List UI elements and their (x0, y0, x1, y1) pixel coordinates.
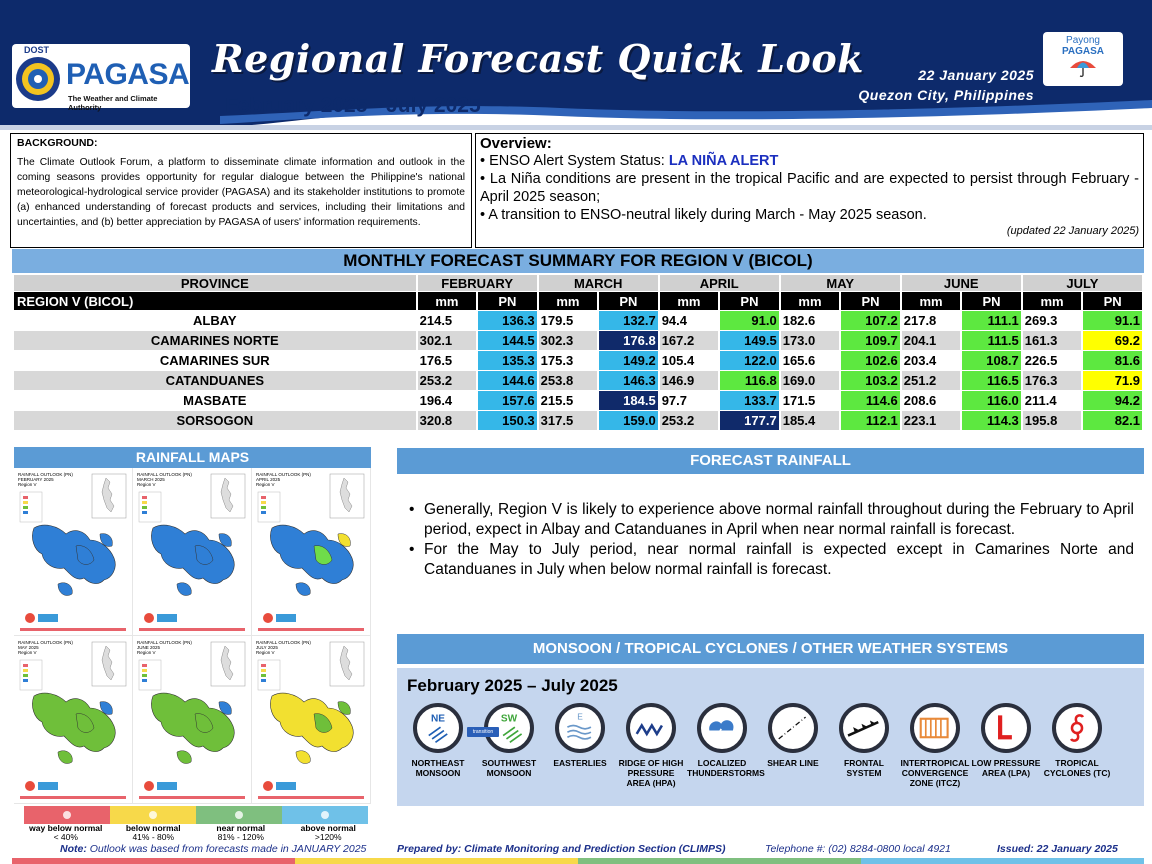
pagasa-wordmark: PAGASA (66, 58, 190, 91)
pagasa-tagline: The Weather and Climate Authority (68, 94, 158, 112)
weather-system (687, 703, 765, 778)
rainfall-pn: 108.7 (962, 351, 1021, 370)
map-caption (137, 472, 192, 487)
legend-label (197, 824, 285, 842)
summary-title: MONTHLY FORECAST SUMMARY FOR REGION V (BICOL) (12, 249, 1144, 273)
legend-swatch (110, 806, 196, 824)
payong-pagasa-label: PAGASA (1061, 46, 1105, 57)
mm-header: mm (1023, 292, 1082, 310)
rainfall-pn: 91.0 (720, 311, 779, 330)
legend-label (110, 824, 198, 842)
rainfall-mm: 226.5 (1024, 353, 1058, 368)
weather-system (1042, 703, 1112, 778)
weather-system (474, 703, 544, 778)
weather-system (971, 703, 1041, 778)
region-label: REGION V (BICOL) (14, 292, 416, 310)
rainfall-maps-grid (14, 468, 371, 804)
legend-category: near normal (216, 823, 266, 833)
weather-symbol-icon (282, 806, 368, 824)
legend-swatch (282, 806, 368, 824)
map-graphic (133, 468, 252, 636)
weather-systems-period: February 2025 – July 2025 (407, 676, 618, 695)
map-caption (256, 640, 311, 655)
rainfall-mm: 195.8 (1023, 411, 1082, 430)
map-graphic (14, 636, 133, 804)
rainfall-mm: 253.2 (418, 371, 477, 390)
rainfall-pn: 133.7 (720, 391, 779, 410)
enso-status-line (480, 152, 1139, 170)
payong-pagasa-logo (1043, 32, 1123, 86)
rainfall-pn: 94.2 (1083, 391, 1142, 410)
rainfall-mm: 253.2 (660, 411, 719, 430)
overview-line-3: • A transition to ENSO-neutral likely during March - May 2025 season. (480, 207, 927, 223)
map-caption (137, 640, 192, 655)
weather-system-label: EASTERLIES (553, 758, 607, 768)
tropical-cyclone-icon (1056, 707, 1098, 749)
issue-place: Quezon City, Philippines (858, 87, 1034, 103)
province-name: CAMARINES NORTE (14, 331, 416, 350)
rainfall-mm: 196.4 (419, 393, 453, 408)
rainfall-mm: 176.5 (419, 353, 453, 368)
forecast-rainfall-title: FORECAST RAINFALL (397, 448, 1144, 474)
rainfall-pn: 116.0 (962, 391, 1021, 410)
weather-symbol-icon (196, 806, 282, 824)
rainfall-mm: 185.4 (781, 411, 840, 430)
rainfall-pn: 116.5 (962, 371, 1021, 390)
rainfall-maps-title: RAINFALL MAPS (14, 447, 371, 468)
rainfall-mm: 251.2 (902, 371, 961, 390)
footer-prepared-by: Prepared by: Climate Monitoring and Prediction Section (CLIMPS) (397, 843, 726, 855)
weather-system-label: SHEAR LINE (767, 758, 819, 768)
map-caption-month: APRIL 2025 (256, 477, 281, 482)
mm-header: mm (660, 292, 719, 310)
province-name: CATANDUANES (14, 371, 416, 390)
rainfall-mm: 208.6 (903, 393, 937, 408)
rainfall-pn: 132.7 (599, 311, 658, 330)
table-row (14, 391, 1142, 410)
province-header: PROVINCE (14, 275, 416, 291)
rainfall-mm: 179.5 (540, 313, 574, 328)
footer-note (60, 843, 366, 855)
mm-header: mm (902, 292, 961, 310)
rainfall-mm: 215.5 (540, 393, 574, 408)
legend-label (285, 824, 373, 842)
rainfall-pn: 116.8 (720, 371, 779, 390)
rainfall-pn: 103.2 (841, 371, 900, 390)
footer-note-label: Note: (60, 843, 87, 855)
map-caption-region: Region V (137, 482, 156, 487)
province-name: SORSOGON (14, 411, 416, 430)
rainfall-mm: 182.6 (782, 313, 816, 328)
rainfall-pn: 82.1 (1083, 411, 1142, 430)
footer-note-text: Outlook was based from forecasts made in JANUARY 2025 (86, 843, 367, 855)
pn-header: PN (962, 292, 1021, 310)
rainfall-mm: 176.3 (1023, 371, 1082, 390)
dost-label: DOST (24, 45, 50, 55)
rainfall-mm: 204.1 (902, 331, 961, 350)
rainfall-mm: 217.8 (903, 313, 937, 328)
rainfall-pn: 149.2 (599, 351, 658, 370)
weather-symbol-icon (110, 806, 196, 824)
footer-issued: Issued: 22 January 2025 (997, 843, 1118, 855)
rainfall-pn: 114.6 (841, 391, 900, 410)
pn-header: PN (720, 292, 779, 310)
rainfall-mm: 167.2 (660, 331, 719, 350)
ridge-icon (630, 707, 672, 749)
map-caption (18, 472, 73, 487)
legend-category: way below normal (29, 823, 103, 833)
rainfall-pn: 102.6 (841, 351, 900, 370)
rainfall-mm: 223.1 (902, 411, 961, 430)
map-caption-region: Region V (137, 650, 156, 655)
rainfall-map (252, 636, 371, 804)
map-caption-region: Region V (256, 482, 275, 487)
overview-line-2: • La Niña conditions are present in the tropical Pacific and are expected to persist through February - April 2025 season; (480, 171, 1139, 205)
weather-system (616, 703, 686, 788)
province-name: ALBAY (193, 313, 237, 328)
svg-text:NE: NE (430, 713, 446, 725)
forecast-bullet-1: • Generally, Region V is likely to experience above normal rainfall throughout during the February to April period, expect in Albay and Catanduanes in April when near normal rainfall is forecast. (408, 500, 1134, 540)
rainfall-pn: 122.0 (720, 351, 779, 370)
rainfall-legend-labels (22, 824, 372, 842)
rainfall-mm: 173.0 (781, 331, 840, 350)
map-caption (256, 472, 311, 487)
pn-header: PN (478, 292, 537, 310)
rainfall-pn: 114.3 (962, 411, 1021, 430)
rainfall-map (14, 636, 133, 804)
map-caption-title: RAINFALL OUTLOOK (PN) (137, 472, 192, 477)
rainfall-mm: 253.8 (539, 371, 598, 390)
rainfall-pn: 136.3 (478, 311, 537, 330)
rainfall-pn: 150.3 (478, 411, 537, 430)
map-caption (18, 640, 73, 655)
rainfall-pn: 109.7 (841, 331, 900, 350)
month-header: JULY (1023, 275, 1142, 291)
month-header: JUNE (902, 275, 1021, 291)
map-caption-title: RAINFALL OUTLOOK (PN) (256, 640, 311, 645)
weather-system-badge (839, 703, 889, 753)
issue-date: 22 January 2025 (918, 67, 1034, 83)
weather-system-label: SOUTHWEST MONSOON (481, 758, 537, 778)
table-row (14, 311, 1142, 330)
overview-updated: (updated 22 January 2025) (1006, 225, 1139, 237)
rainfall-pn: 71.9 (1083, 371, 1142, 390)
background-title: BACKGROUND: (17, 137, 98, 149)
rainfall-map (133, 468, 252, 636)
payong-label: Payong (1066, 35, 1100, 46)
overview-title: Overview: (480, 135, 552, 152)
rainfall-map (252, 468, 371, 636)
legend-range: < 40% (53, 832, 78, 842)
rainfall-mm: 203.4 (903, 353, 937, 368)
month-header: MAY (781, 275, 900, 291)
legend-swatch (196, 806, 282, 824)
pn-header: PN (841, 292, 900, 310)
frontal-system-icon (843, 707, 885, 749)
svg-text:SW: SW (500, 713, 518, 725)
svg-text:E: E (577, 711, 583, 722)
rainfall-mm: 302.1 (418, 331, 477, 350)
weather-system (758, 703, 828, 768)
background-text: The Climate Outlook Forum, a platform to disseminate climate information and outlook in the coming seasons provides opportunity for regular dialogue between the Philippine's national meteorological-hydrological service provider (PAGASA) and its stakeholder institutions to promote (a) enhanced understanding of forecast products and services, including their limitations and uncertainties, and (b) better appreciation by PAGASA of users' information requirements. (17, 157, 465, 228)
rainfall-map (133, 636, 252, 804)
easterlies-icon (559, 707, 601, 749)
mm-header: mm (781, 292, 840, 310)
weather-system-badge (768, 703, 818, 753)
strip-green (578, 858, 861, 864)
map-caption-month: JUNE 2025 (137, 645, 161, 650)
rainfall-mm: 320.8 (418, 411, 477, 430)
weather-system-label: LOW PRESSURE AREA (LPA) (971, 758, 1041, 778)
pagasa-logo (12, 44, 190, 112)
background-panel (10, 133, 472, 248)
overview-panel (475, 133, 1144, 248)
table-row (14, 351, 1142, 370)
month-header: APRIL (660, 275, 779, 291)
rainfall-pn: 159.0 (599, 411, 658, 430)
month-header-row (14, 275, 1142, 291)
rainfall-mm: 161.3 (1023, 331, 1082, 350)
forecast-rainfall-list (408, 500, 1134, 580)
map-graphic (252, 636, 371, 804)
weather-system (403, 703, 473, 778)
map-caption-month: FEBRUARY 2025 (18, 477, 54, 482)
rainfall-pn: 112.1 (841, 411, 900, 430)
legend-category: below normal (125, 823, 181, 833)
weather-system-badge (626, 703, 676, 753)
rainfall-mm: 169.0 (781, 371, 840, 390)
province-name: CAMARINES SUR (159, 353, 270, 368)
weather-systems-title: MONSOON / TROPICAL CYCLONES / OTHER WEATHER SYSTEMS (397, 634, 1144, 664)
rainfall-pn: 184.5 (599, 391, 658, 410)
pn-header: PN (1083, 292, 1142, 310)
table-row (14, 331, 1142, 350)
legend-range: 81% - 120% (217, 832, 264, 842)
rainfall-pn: 157.6 (478, 391, 537, 410)
umbrella-icon (1068, 57, 1098, 77)
rainfall-mm: 146.9 (660, 371, 719, 390)
rainfall-mm: 105.4 (661, 353, 695, 368)
map-graphic (252, 468, 371, 636)
rainfall-pn: 135.3 (478, 351, 537, 370)
legend-category: above normal (300, 823, 356, 833)
pagasa-seal-icon (14, 55, 62, 103)
weather-system (545, 703, 615, 768)
mm-header: mm (418, 292, 477, 310)
weather-system-badge (1052, 703, 1102, 753)
rainfall-pn: 81.6 (1083, 351, 1142, 370)
map-caption-region: Region V (18, 482, 37, 487)
rainfall-map (14, 468, 133, 636)
footer (0, 843, 1152, 857)
legend-swatch (24, 806, 110, 824)
map-graphic (14, 468, 133, 636)
mm-header: mm (539, 292, 598, 310)
rainfall-pn: 107.2 (841, 311, 900, 330)
rainfall-mm: 94.4 (661, 313, 687, 328)
table-row (14, 411, 1142, 430)
northeast-monsoon-icon (417, 707, 459, 749)
weather-system-label: RIDGE OF HIGH PRESSURE AREA (HPA) (618, 758, 684, 788)
weather-system-badge (555, 703, 605, 753)
transition-arrow: transition (467, 727, 499, 737)
weather-system (900, 703, 970, 788)
page-title: Regional Forecast Quick Look (212, 36, 865, 81)
pn-header: PN (599, 292, 658, 310)
forecast-period: February 2025 - July 2025 (225, 94, 481, 117)
legend-label (22, 824, 110, 842)
weather-system-label: FRONTAL SYSTEM (844, 758, 884, 778)
weather-systems-panel (397, 668, 1144, 806)
bottom-color-strip (12, 858, 1144, 864)
rainfall-mm: 97.7 (661, 393, 687, 408)
rainfall-pn: 144.6 (478, 371, 537, 390)
map-caption-month: MAY 2025 (18, 645, 39, 650)
rainfall-pn: 111.1 (962, 311, 1021, 330)
map-caption-region: Region V (18, 650, 37, 655)
weather-system-badge (413, 703, 463, 753)
enso-status-prefix: • ENSO Alert System Status: (480, 153, 669, 169)
forecast-summary-table (12, 274, 1144, 431)
weather-system-label: LOCALIZED THUNDERSTORMS (687, 758, 765, 778)
itcz-icon (914, 707, 956, 749)
rainfall-pn: 111.5 (962, 331, 1021, 350)
rainfall-legend-bar (24, 806, 368, 824)
map-caption-month: JULY 2025 (256, 645, 278, 650)
rainfall-pn: 144.5 (478, 331, 537, 350)
weather-symbol-icon (24, 806, 110, 824)
lpa-icon (985, 707, 1027, 749)
map-caption-region: Region V (256, 650, 275, 655)
rainfall-mm: 269.3 (1024, 313, 1058, 328)
map-caption-title: RAINFALL OUTLOOK (PN) (18, 472, 73, 477)
map-caption-title: RAINFALL OUTLOOK (PN) (18, 640, 73, 645)
rainfall-pn: 177.7 (720, 411, 779, 430)
strip-red (12, 858, 295, 864)
thunderstorm-icon (701, 707, 743, 749)
rainfall-mm: 214.5 (419, 313, 453, 328)
rainfall-mm: 302.3 (539, 331, 598, 350)
weather-system-label: NORTHEAST MONSOON (411, 758, 465, 778)
rainfall-pn: 149.5 (720, 331, 779, 350)
rainfall-pn: 91.1 (1083, 311, 1142, 330)
weather-system (829, 703, 899, 778)
map-caption-title: RAINFALL OUTLOOK (PN) (256, 472, 311, 477)
weather-system-badge (910, 703, 960, 753)
forecast-bullet-2: • For the May to July period, near normal rainfall is expected except in Camarines Norte and Catanduanes in July when below normal rainfall is forecast. (408, 540, 1134, 580)
map-caption-title: RAINFALL OUTLOOK (PN) (137, 640, 192, 645)
rainfall-mm: 211.4 (1024, 393, 1057, 408)
enso-status-badge: LA NIÑA ALERT (668, 153, 779, 169)
month-header: MARCH (539, 275, 658, 291)
province-name: MASBATE (183, 393, 247, 408)
weather-system-badge (981, 703, 1031, 753)
rainfall-pn: 69.2 (1083, 331, 1142, 350)
header-banner (0, 0, 1152, 130)
rainfall-mm: 165.6 (782, 353, 816, 368)
table-row (14, 371, 1142, 390)
month-header: FEBRUARY (418, 275, 537, 291)
legend-range: 41% - 80% (132, 832, 175, 842)
rainfall-pn: 176.8 (599, 331, 658, 350)
weather-system-badge (697, 703, 747, 753)
strip-yellow (295, 858, 578, 864)
unit-header-row (14, 292, 1142, 310)
legend-range: >120% (314, 832, 342, 842)
weather-system-label: INTERTROPICAL CONVERGENCE ZONE (ITCZ) (900, 758, 970, 788)
shear-line-icon (772, 707, 814, 749)
map-caption-month: MARCH 2025 (137, 477, 165, 482)
weather-system-label: TROPICAL CYCLONES (TC) (1043, 758, 1111, 778)
strip-blue (861, 858, 1144, 864)
rainfall-mm: 317.5 (539, 411, 598, 430)
rainfall-pn: 146.3 (599, 371, 658, 390)
rainfall-mm: 171.5 (782, 393, 816, 408)
map-graphic (133, 636, 252, 804)
rainfall-mm: 175.3 (540, 353, 574, 368)
footer-telephone: Telephone #: (02) 8284-0800 local 4921 (765, 843, 951, 855)
